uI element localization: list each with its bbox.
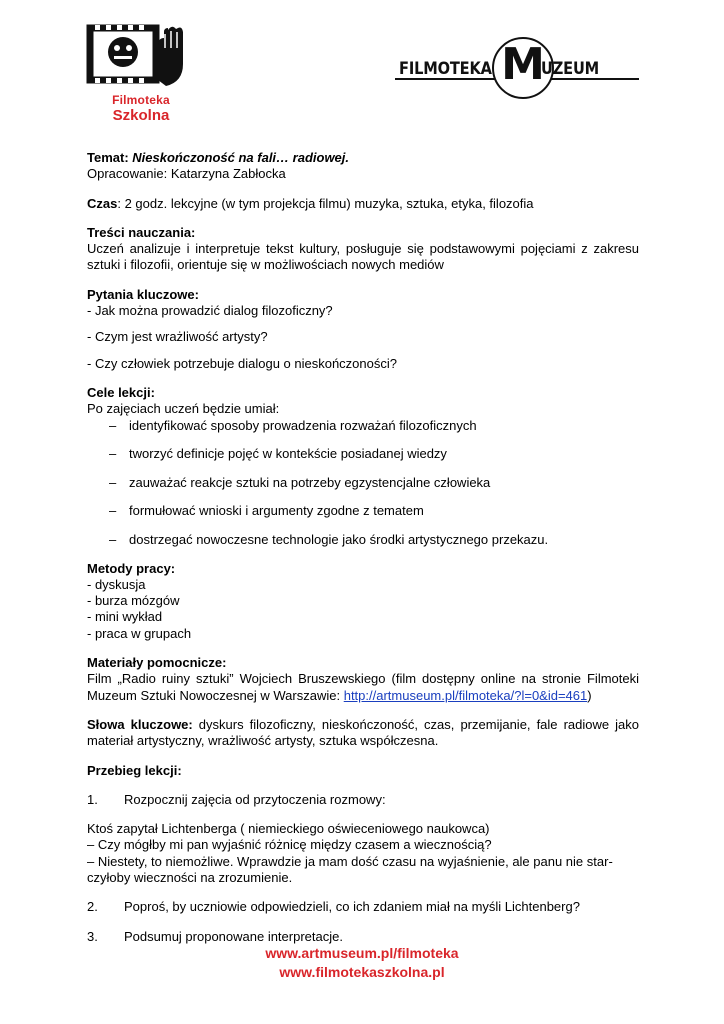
content-text: Uczeń analizuje i interpretuje tekst kultury, posługuje się podstawowymi pojęciami z zakresu sztuki i filozofii, orientuje się w możliwościach nowych mediów [87, 241, 639, 273]
step-item: 2. Poproś, by uczniowie odpowiedzieli, co ich zdaniem miał na myśli Lichtenberg? [87, 899, 580, 915]
method-item: - dyskusja [87, 576, 146, 592]
logo-letter-m: M [501, 39, 545, 90]
step-item: 1. Rozpocznij zajęcia od przytoczenia rozmowy: [87, 791, 386, 807]
method-item: - praca w grupach [87, 625, 192, 641]
goal-item: – zauważać reakcje sztuki na potrzeby egzystencjalne człowieka [109, 474, 491, 490]
content-heading: Treści nauczania: [87, 224, 196, 240]
logo-line-filmoteka: Filmoteka [112, 93, 170, 107]
goal-item: – dostrzegać nowoczesne technologie jako środki artystycznego przekazu. [109, 531, 549, 547]
goal-item: – identyfikować sposoby prowadzenia rozważań filozoficznych [109, 417, 477, 433]
logo-line-szkolna: Szkolna [112, 107, 170, 124]
film-strip-hand-icon [86, 24, 196, 92]
method-item: - burza mózgów [87, 593, 180, 609]
course-heading: Przebieg lekcji: [87, 762, 182, 778]
topic-line [87, 150, 639, 166]
lesson-plan-body [87, 150, 639, 945]
filmoteka-szkolna-logo [86, 24, 196, 124]
footer-link-artmuseum[interactable]: www.artmuseum.pl/filmoteka [265, 945, 459, 961]
goal-item: – formułować wnioski i argumenty zgodne z tematem [109, 503, 424, 519]
logo-text-filmoteka: FILMOTEKA [399, 59, 492, 79]
materials-heading: Materiały pomocnicze: [87, 655, 227, 671]
quote-line: Ktoś zapytał Lichtenberga ( niemieckiego oświeceniowego naukowca) [87, 821, 490, 837]
author-line: Opracowanie: Katarzyna Zabłocka [87, 166, 286, 182]
time-line [87, 196, 639, 212]
filmoteka-muzeum-logo [395, 34, 640, 104]
goals-heading: Cele lekcji: [87, 384, 155, 400]
quote-line: czyłoby wieczności na zrozumienie. [87, 870, 293, 886]
film-link[interactable]: http://artmuseum.pl/filmoteka/?l=0&id=461 [343, 687, 588, 703]
quote-line: – Niestety, to niemożliwe. Wprawdzie ja mam dość czasu na wyjaśnienie, ale panu nie star- [87, 853, 613, 869]
topic-label: Temat: [87, 150, 129, 165]
quote-line: – Czy mógłby mi pan wyjaśnić różnicę między czasem a wiecznością? [87, 837, 492, 853]
questions-heading: Pytania kluczowe: [87, 286, 199, 302]
question-item: - Jak można prowadzić dialog filozoficzny? [87, 303, 333, 319]
time-value: : 2 godz. lekcyjne (w tym projekcja filmu) muzyka, sztuka, etyka, filozofia [117, 195, 534, 211]
time-label: Czas [87, 195, 118, 211]
footer-link-filmotekaszkolna[interactable]: www.filmotekaszkolna.pl [279, 964, 445, 980]
method-item: - mini wykład [87, 609, 163, 625]
keywords-paragraph: Słowa kluczowe: dyskurs filozoficzny, nieskończoność, czas, przemijanie, fale radiowe jako materiał artystyczny, wrażliwość artysty, sztuka współczesna. [87, 716, 640, 749]
materials-text: Film „Radio ruiny sztuki” Wojciech Bruszewskiego (film dostępny online na stronie Filmoteki Muzeum Sztuki Nowoczesnej w Warszawie: http://artmuseum.pl/filmoteka/?l=0&id=461) [87, 671, 639, 703]
goal-item: – tworzyć definicje pojęć w kontekście posiadanej wiedzy [109, 446, 447, 462]
goals-intro: Po zajęciach uczeń będzie umiał: [87, 401, 280, 417]
logo-text-uzeum: UZEUM [541, 59, 600, 79]
question-item: - Czy człowiek potrzebuje dialogu o nieskończoności? [87, 355, 397, 371]
methods-heading: Metody pracy: [87, 560, 176, 576]
step-item: 3. Podsumuj proponowane interpretacje. [87, 928, 343, 944]
keywords-label: Słowa kluczowe: [87, 716, 193, 732]
question-item: - Czym jest wrażliwość artysty? [87, 329, 268, 345]
topic-title: Nieskończoność na fali… radiowej. [132, 150, 350, 165]
